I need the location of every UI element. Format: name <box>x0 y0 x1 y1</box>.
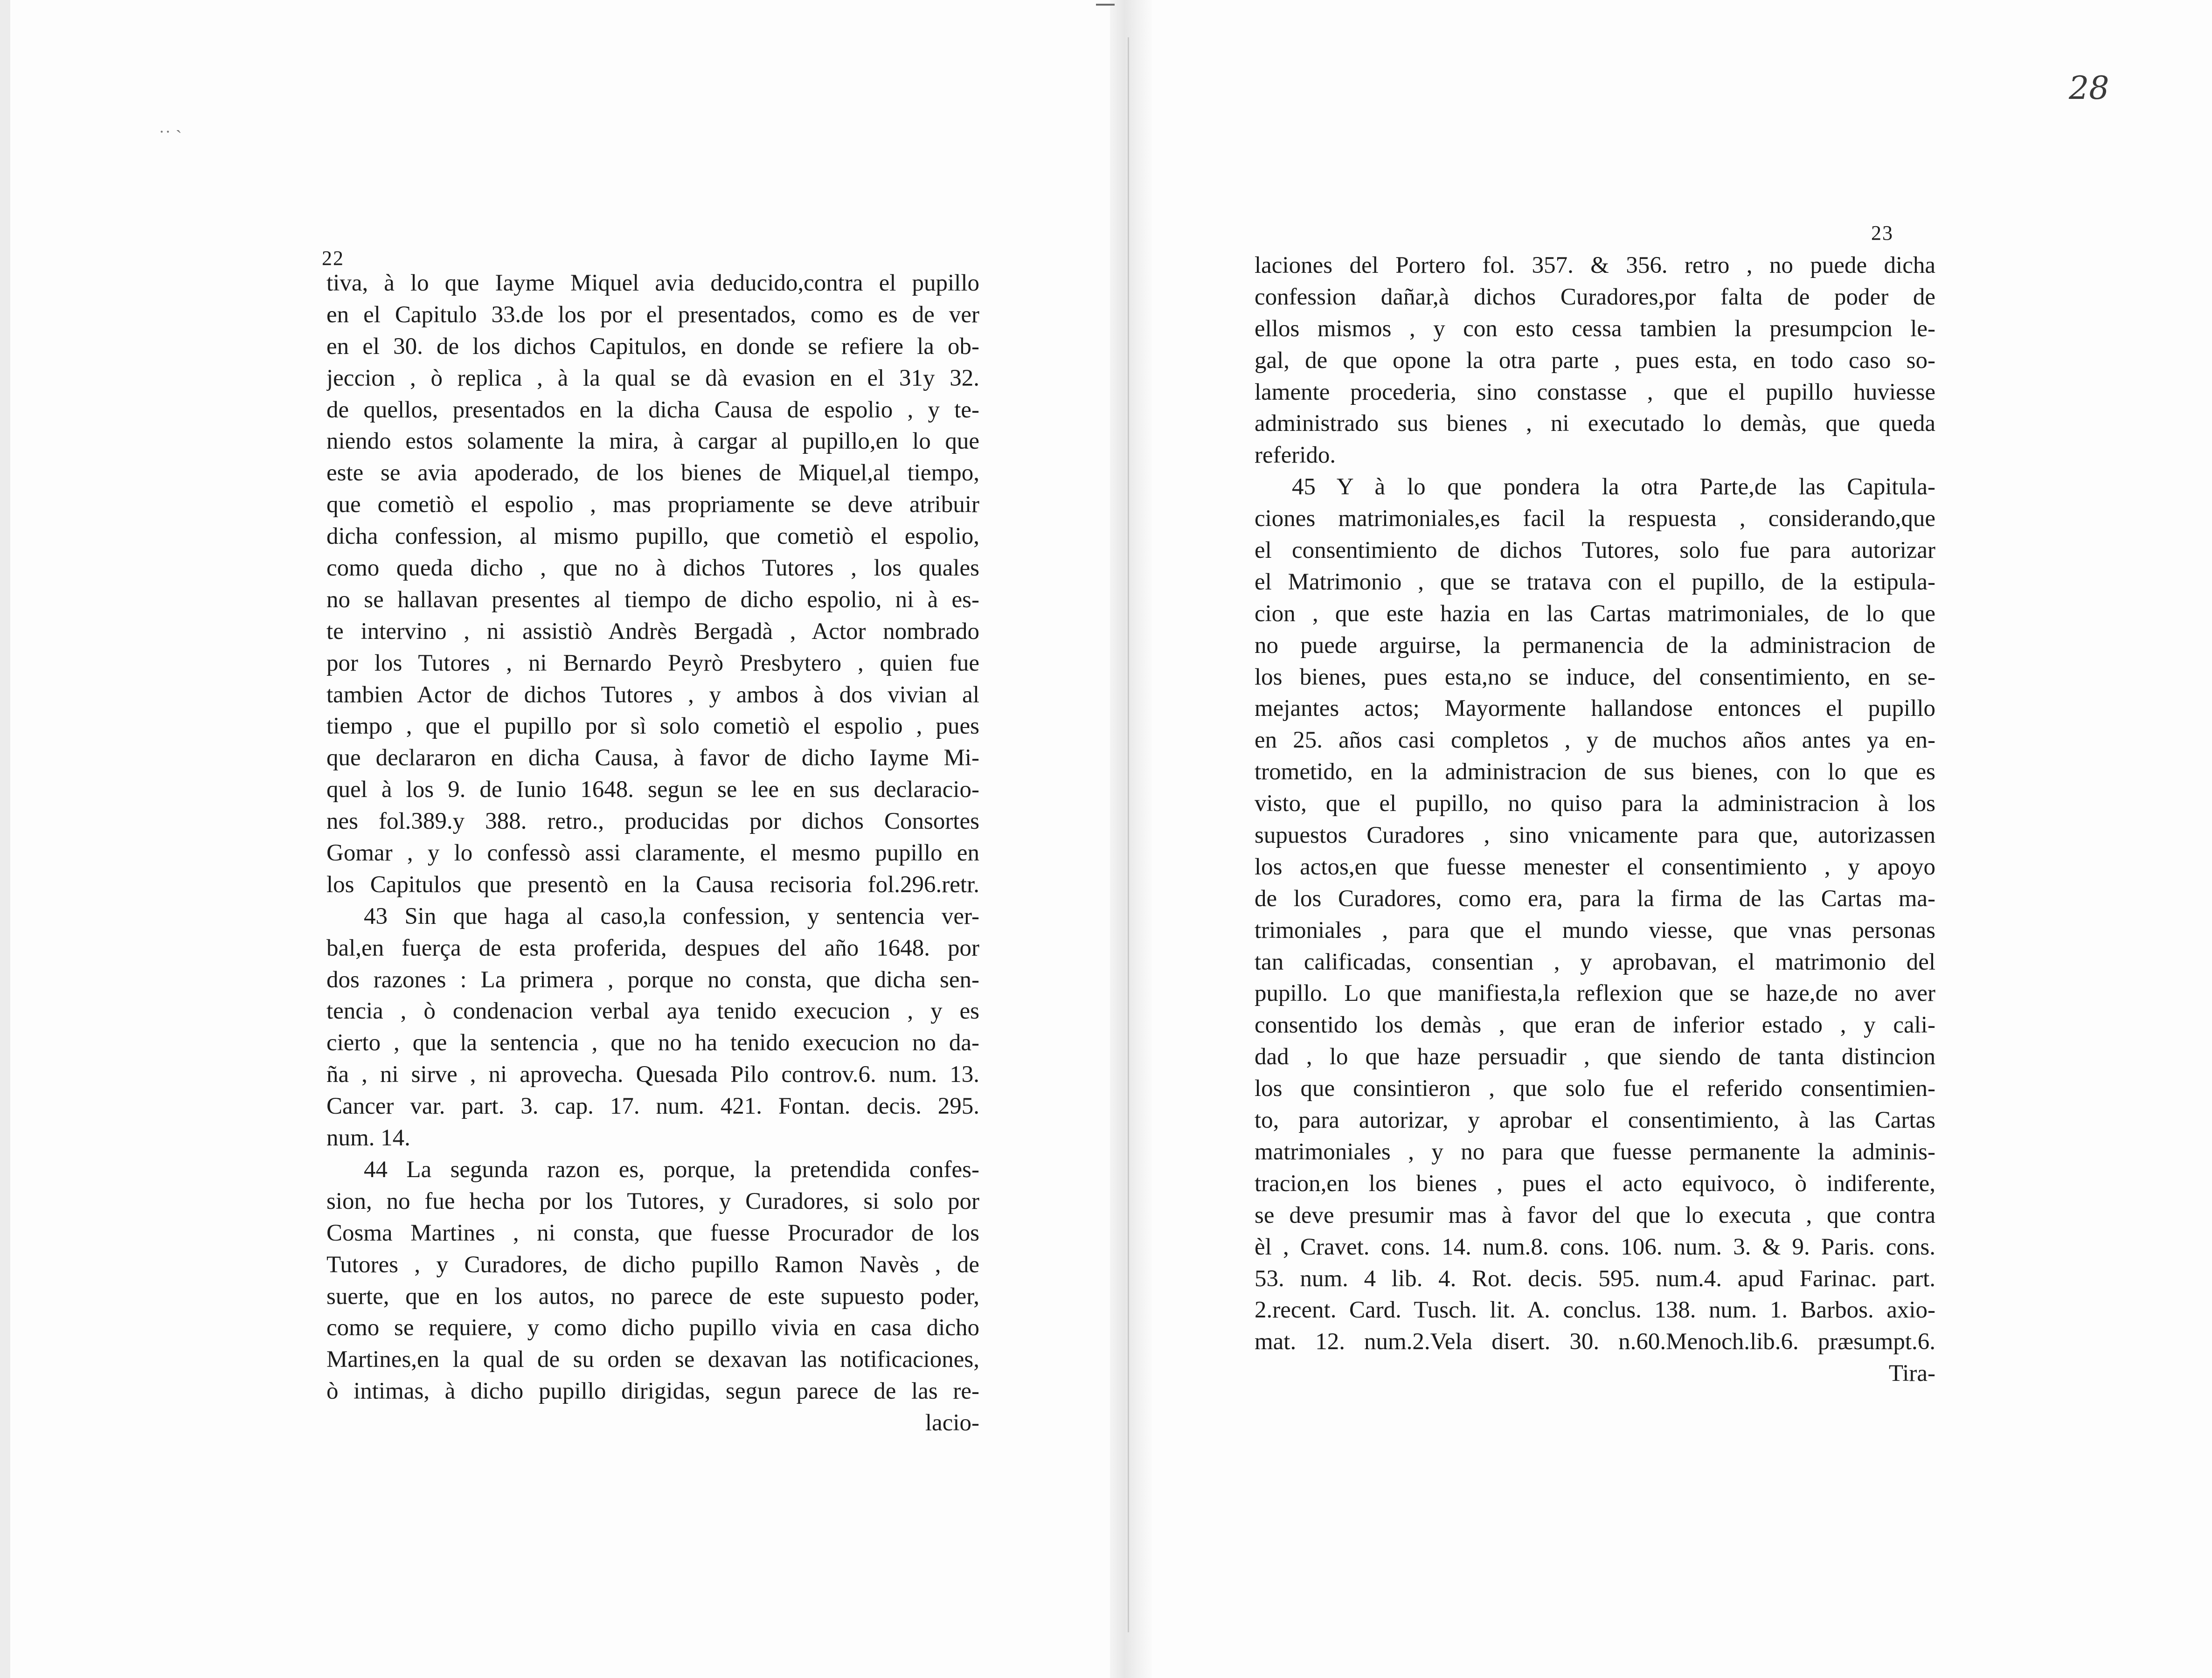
text-line: dicha confession, al mismo pupillo, que cometiò el espolio, <box>326 523 979 550</box>
text-line: tiempo , que el pupillo por sì solo cometiò el espolio , pues <box>326 713 979 740</box>
text-line: lamente procederia, sino constasse , que el pupillo huviesse <box>1255 379 1935 405</box>
text-line: que cometiò el espolio , mas propriamente se deve atribuir <box>326 492 979 518</box>
text-line: como queda dicho , que no à dichos Tutores , los quales <box>326 555 979 582</box>
text-line: dos razones : La primera , porque no consta, que dicha sen- <box>326 966 979 993</box>
text-line: administrado sus bienes , ni executado lo demàs, que queda <box>1255 410 1935 437</box>
text-line: suerte, que en los autos, no parece de este supuesto poder, <box>326 1283 979 1310</box>
text-line: gal, de que opone la otra parte , pues esta, en todo caso so- <box>1255 347 1935 374</box>
text-line: dad , lo que haze persuadir , que siendo de tanta distincion <box>1255 1044 1935 1070</box>
text-line: niendo estos solamente la mira, à cargar al pupillo,en lo que <box>326 428 979 455</box>
text-line: ellos mismos , y con esto cessa tambien la presumpcion le- <box>1255 315 1935 342</box>
text-line: supuestos Curadores , sino vnicamente para que, autorizassen <box>1255 822 1935 849</box>
book-gutter <box>1110 0 1152 1678</box>
text-line: visto, que el pupillo, no quiso para la administracion à los <box>1255 790 1935 817</box>
text-line: Cancer var. part. 3. cap. 17. num. 421. Fontan. decis. 295. <box>326 1093 979 1120</box>
text-line: tracion,en los bienes , pues el acto equivoco, ò indiferente, <box>1255 1170 1935 1197</box>
text-line: como se requiere, y como dicho pupillo vivia en casa dicho <box>326 1315 979 1341</box>
handwritten-folio-number: 28 <box>2069 70 2109 107</box>
text-line: en el Capitulo 33.de los por el presentados, como es de ver <box>326 301 979 328</box>
ink-speck: ˙˙ ˋ <box>159 126 182 147</box>
text-line: trometido, en la administracion de sus bienes, con lo que es <box>1255 759 1935 785</box>
text-line: no se hallavan presentes al tiempo de dicho espolio, ni à es- <box>326 586 979 613</box>
text-line: este se avia apoderado, de los bienes de Miquel,al tiempo, <box>326 460 979 486</box>
text-line: se deve presumir mas à favor del que lo executa , que contra <box>1255 1202 1935 1228</box>
text-line: ña , ni sirve , ni aprovecha. Quesada Pilo controv.6. num. 13. <box>326 1061 979 1088</box>
text-line: pupillo. Lo que manifiesta,la reflexion que se haze,de no aver <box>1255 980 1935 1007</box>
paragraph-start-line: 44 La segunda razon es, porque, la pretendida confes- <box>364 1156 979 1183</box>
gutter-fold-line <box>1128 37 1129 1632</box>
right-page <box>1119 0 2212 1678</box>
text-line: referido. <box>1255 442 1336 469</box>
scan-mark <box>1096 4 1115 6</box>
text-line: tencia , ò condenacion verbal aya tenido execucion , y es <box>326 998 979 1025</box>
left-page-text <box>326 268 979 1439</box>
text-line: laciones del Portero fol. 357. & 356. retro , no puede dicha <box>1255 252 1935 278</box>
text-line: ciones matrimoniales,es facil la respuesta , considerando,que <box>1255 506 1935 532</box>
paragraph-start-line: 45 Y à lo que pondera la otra Parte,de las Capitula- <box>1292 474 1935 500</box>
text-line: cierto , que la sentencia , que no ha tenido execucion no da- <box>326 1030 979 1056</box>
text-line: nes fol.389.y 388. retro., producidas por dichos Consortes <box>326 808 979 835</box>
text-line: mat. 12. num.2.Vela disert. 30. n.60.Menoch.lib.6. præsumpt.6. <box>1255 1329 1935 1355</box>
text-line: los actos,en que fuesse menester el consentimiento , y apoyo <box>1255 853 1935 880</box>
right-page-text <box>1255 250 1935 1390</box>
text-line: quel à los 9. de Iunio 1648. segun se lee en sus declaracio- <box>326 777 979 803</box>
catchword: lacio- <box>925 1410 979 1436</box>
text-line: de los Curadores, como era, para la firma de las Cartas ma- <box>1255 885 1935 912</box>
text-line: los que consintieron , que solo fue el referido consentimien- <box>1255 1075 1935 1102</box>
text-line: tan calificadas, consentian , y aprobavan, el matrimonio del <box>1255 949 1935 975</box>
text-line: mejantes actos; Mayormente hallandose entonces el pupillo <box>1255 695 1935 722</box>
text-line: trimoniales , para que el mundo viesse, que vnas personas <box>1255 917 1935 943</box>
text-line: en 25. años casi completos , y de muchos años antes ya en- <box>1255 727 1935 754</box>
text-line: sion, no fue hecha por los Tutores, y Curadores, si solo por <box>326 1188 979 1214</box>
text-line: te intervino , ni assistiò Andrès Bergadà , Actor nombrado <box>326 618 979 645</box>
text-line: los Capitulos que presentò en la Causa recisoria fol.296.retr. <box>326 871 979 898</box>
text-line: no puede arguirse, la permanencia de la administracion de <box>1255 632 1935 659</box>
text-line: matrimoniales , y no para que fuesse permanente la adminis- <box>1255 1138 1935 1165</box>
text-line: los bienes, pues esta,no se induce, del consentimiento, en se- <box>1255 664 1935 690</box>
text-line: consentido los demàs , que eran de inferior estado , y cali- <box>1255 1012 1935 1039</box>
page-number-right: 23 <box>1871 222 1893 244</box>
text-line: èl , Cravet. cons. 14. num.8. cons. 106. num. 3. & 9. Paris. cons. <box>1255 1234 1935 1260</box>
paragraph-start-line: 43 Sin que haga al caso,la confession, y sentencia ver- <box>364 903 979 929</box>
page-edge-shadow <box>0 0 10 1678</box>
page-number-left: 22 <box>322 247 344 270</box>
text-line: ò intimas, à dicho pupillo dirigidas, segun parece de las re- <box>326 1378 979 1405</box>
text-line: Martines,en la qual de su orden se dexavan las notificaciones, <box>326 1346 979 1373</box>
text-line: el consentimiento de dichos Tutores, solo fue para autorizar <box>1255 537 1935 564</box>
text-line: Gomar , y lo confessò assi claramente, el mesmo pupillo en <box>326 840 979 867</box>
text-line: que declararon en dicha Causa, à favor de dicho Iayme Mi- <box>326 745 979 771</box>
text-line: to, para autorizar, y aprobar el consentimiento, à las Cartas <box>1255 1107 1935 1134</box>
text-line: jeccion , ò replica , à la qual se dà evasion en el 31y 32. <box>326 365 979 391</box>
text-line: Tutores , y Curadores, de dicho pupillo Ramon Navès , de <box>326 1251 979 1278</box>
text-line: el Matrimonio , que se tratava con el pupillo, de la estipula- <box>1255 569 1935 595</box>
text-line: de quellos, presentados en la dicha Causa de espolio , y te- <box>326 396 979 423</box>
text-line: tambien Actor de dichos Tutores , y ambos à dos vivian al <box>326 681 979 708</box>
text-line: en el 30. de los dichos Capitulos, en donde se refiere la ob- <box>326 333 979 360</box>
text-line: 53. num. 4 lib. 4. Rot. decis. 595. num.4. apud Farinac. part. <box>1255 1265 1935 1292</box>
text-line: 2.recent. Card. Tusch. lit. A. conclus. 138. num. 1. Barbos. axio- <box>1255 1297 1935 1324</box>
text-line: Cosma Martines , ni consta, que fuesse Procurador de los <box>326 1220 979 1246</box>
text-line: confession dañar,à dichos Curadores,por falta de poder de <box>1255 284 1935 310</box>
text-line: por los Tutores , ni Bernardo Peyrò Presbytero , quien fue <box>326 650 979 676</box>
text-line: tiva, à lo que Iayme Miquel avia deducido,contra el pupillo <box>326 270 979 296</box>
catchword: Tira- <box>1888 1360 1935 1387</box>
text-line: num. 14. <box>326 1125 410 1151</box>
text-line: cion , que este hazia en las Cartas matrimoniales, de lo que <box>1255 600 1935 627</box>
text-line: bal,en fuerça de esta proferida, despues del año 1648. por <box>326 935 979 961</box>
